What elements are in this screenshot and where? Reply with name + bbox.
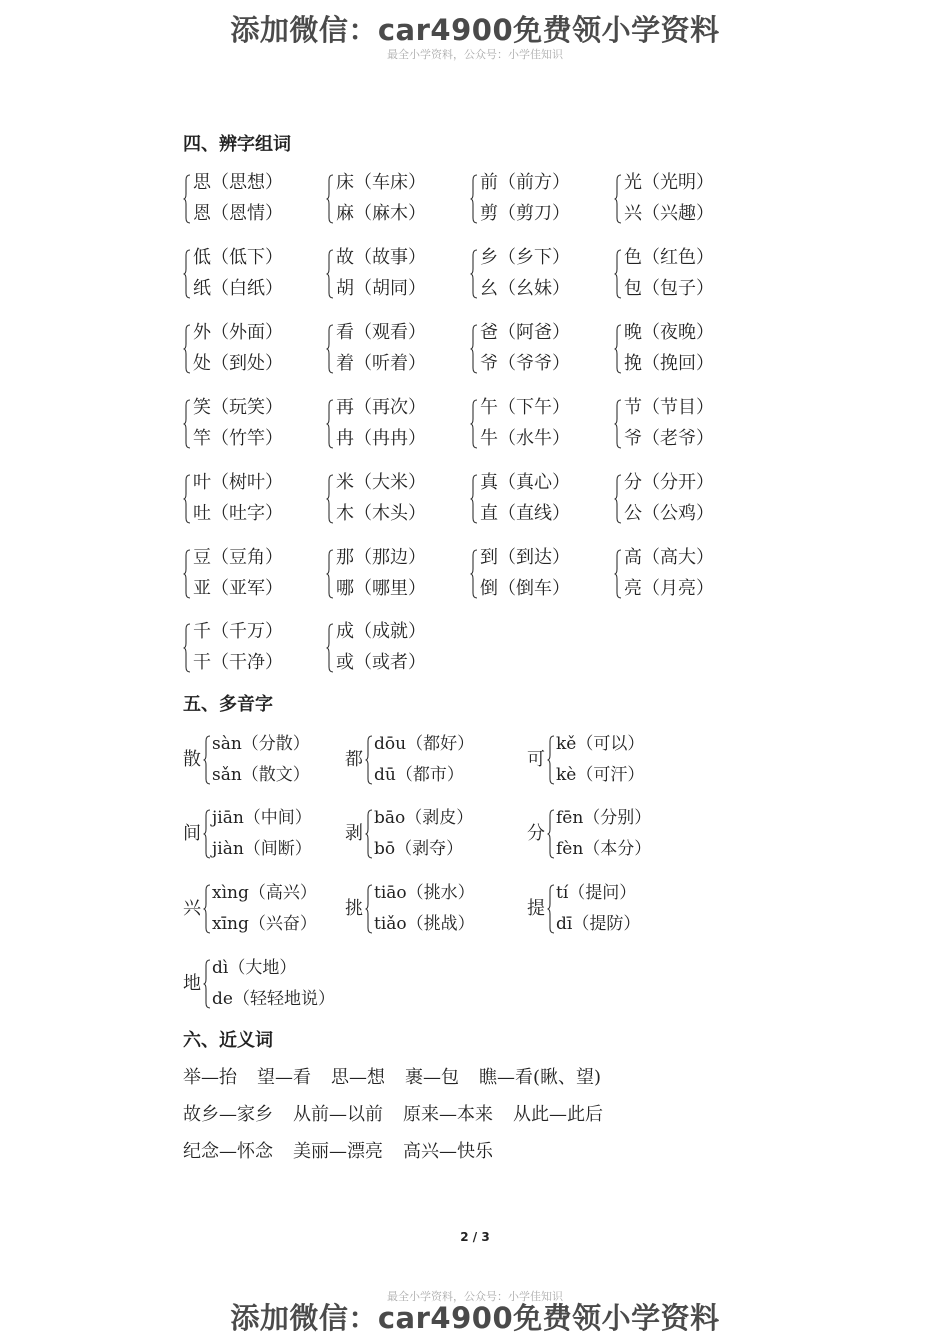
word-pair-first: 成（成就） (336, 621, 426, 642)
word-pair-first: 故（故事） (336, 247, 426, 268)
pronunciation-first: dōu（都好） (374, 734, 475, 754)
word-pair-first: 豆（豆角） (193, 547, 283, 568)
word-pair-second: 或（或者） (336, 652, 426, 673)
brace-icon (326, 399, 334, 449)
pronunciation-first: jiān（中间） (212, 808, 312, 828)
synonym-pair: 美丽—漂亮 (293, 1141, 383, 1162)
synonym-pair: 纪念—怀念 (183, 1141, 273, 1162)
word-pair-second: 竿（竹竿） (193, 428, 283, 449)
word-pair-second: 包（包子） (624, 278, 714, 299)
faint-footer-text: 最全小学资料，公众号：小学佳知识 (387, 1290, 563, 1303)
word-pair-first: 思（思想） (193, 172, 283, 193)
brace-icon (614, 549, 622, 599)
brace-icon (326, 623, 334, 673)
pronunciation-second: dū（都市） (374, 765, 464, 785)
synonym-pair: 从此—此后 (513, 1104, 603, 1125)
brace-icon (365, 735, 373, 785)
brace-icon (203, 959, 211, 1009)
synonym-row (183, 1063, 621, 1089)
brace-icon (470, 549, 478, 599)
polyphone-char: 提 (527, 898, 545, 919)
word-pair-second: 兴（兴趣） (624, 203, 714, 224)
section-heading-4: 四、辨字组词 (183, 134, 291, 155)
word-pair-second: 干（干净） (193, 652, 283, 673)
word-pair-first: 分（分开） (624, 472, 714, 493)
pronunciation-first: dì（大地） (212, 958, 297, 978)
word-pair-second: 剪（剪刀） (480, 203, 570, 224)
synonym-pair: 故乡—家乡 (183, 1104, 273, 1125)
brace-icon (614, 399, 622, 449)
word-pair-first: 外（外面） (193, 322, 283, 343)
watermark-banner-bottom: 添加微信：car4900免费领小学资料 (230, 1301, 720, 1335)
word-pair-first: 低（低下） (193, 247, 283, 268)
word-pair-second: 幺（幺妹） (480, 278, 570, 299)
word-pair-second: 胡（胡同） (336, 278, 426, 299)
brace-icon (614, 324, 622, 374)
brace-icon (326, 474, 334, 524)
brace-icon (547, 735, 555, 785)
polyphone-char: 挑 (345, 898, 363, 919)
polyphone-char: 可 (527, 749, 545, 770)
word-pair-second: 着（听着） (336, 353, 426, 374)
brace-icon (470, 399, 478, 449)
word-pair-first: 笑（玩笑） (193, 397, 283, 418)
brace-icon (183, 474, 191, 524)
word-pair-second: 恩（恩情） (193, 203, 283, 224)
pronunciation-second: tiǎo（挑战） (374, 914, 475, 934)
brace-icon (183, 623, 191, 673)
polyphone-char: 剥 (345, 823, 363, 844)
word-pair-first: 午（下午） (480, 397, 570, 418)
word-pair-second: 爷（爷爷） (480, 353, 570, 374)
pronunciation-second: sǎn（散文） (212, 765, 310, 785)
word-pair-second: 爷（老爷） (624, 428, 714, 449)
pronunciation-second: de（轻轻地说） (212, 989, 335, 1009)
pronunciation-second: fèn（本分） (556, 839, 652, 859)
word-pair-first: 那（那边） (336, 547, 426, 568)
synonym-pair: 望—看 (257, 1067, 311, 1088)
word-pair-second: 直（直线） (480, 503, 570, 524)
pronunciation-first: bāo（剥皮） (374, 808, 474, 828)
word-pair-second: 亚（亚军） (193, 578, 283, 599)
word-pair-first: 床（车床） (336, 172, 426, 193)
faint-header-text: 最全小学资料，公众号：小学佳知识 (387, 48, 563, 61)
synonym-row (183, 1137, 513, 1163)
brace-icon (326, 324, 334, 374)
brace-icon (203, 735, 211, 785)
word-pair-first: 叶（树叶） (193, 472, 283, 493)
brace-icon (203, 884, 211, 934)
word-pair-second: 木（木头） (336, 503, 426, 524)
pronunciation-first: sàn（分散） (212, 734, 310, 754)
brace-icon (365, 809, 373, 859)
synonym-pair: 举—抬 (183, 1067, 237, 1088)
pronunciation-first: kě（可以） (556, 734, 645, 754)
page-number: 2 / 3 (460, 1230, 490, 1244)
brace-icon (547, 884, 555, 934)
watermark-banner-top: 添加微信：car4900免费领小学资料 (230, 13, 720, 47)
polyphone-char: 间 (183, 823, 201, 844)
word-pair-first: 看（观看） (336, 322, 426, 343)
brace-icon (183, 324, 191, 374)
brace-icon (183, 549, 191, 599)
word-pair-second: 亮（月亮） (624, 578, 714, 599)
word-pair-second: 牛（水牛） (480, 428, 570, 449)
word-pair-second: 处（到处） (193, 353, 283, 374)
word-pair-first: 米（大米） (336, 472, 426, 493)
synonym-pair: 高兴—快乐 (403, 1141, 493, 1162)
word-pair-second: 挽（挽回） (624, 353, 714, 374)
section-heading-6: 六、近义词 (183, 1030, 273, 1051)
word-pair-first: 到（到达） (480, 547, 570, 568)
word-pair-first: 色（红色） (624, 247, 714, 268)
pronunciation-second: jiàn（间断） (212, 839, 312, 859)
synonym-pair: 裹—包 (405, 1067, 459, 1088)
pronunciation-second: kè（可汗） (556, 765, 645, 785)
brace-icon (365, 884, 373, 934)
synonym-pair: 瞧—看(瞅、望) (479, 1067, 602, 1088)
polyphone-char: 分 (527, 823, 545, 844)
word-pair-second: 冉（冉冉） (336, 428, 426, 449)
brace-icon (614, 474, 622, 524)
pronunciation-first: tiāo（挑水） (374, 883, 475, 903)
word-pair-second: 纸（白纸） (193, 278, 283, 299)
synonym-pair: 从前—以前 (293, 1104, 383, 1125)
synonym-pair: 思—想 (331, 1067, 385, 1088)
brace-icon (183, 174, 191, 224)
synonym-row (183, 1100, 623, 1126)
brace-icon (547, 809, 555, 859)
polyphone-char: 地 (183, 973, 201, 994)
polyphone-char: 散 (183, 749, 201, 770)
brace-icon (183, 249, 191, 299)
word-pair-second: 公（公鸡） (624, 503, 714, 524)
pronunciation-second: xīng（兴奋） (212, 914, 317, 934)
brace-icon (326, 549, 334, 599)
pronunciation-first: xìng（高兴） (212, 883, 317, 903)
section-heading-5: 五、多音字 (183, 694, 273, 715)
word-pair-second: 吐（吐字） (193, 503, 283, 524)
brace-icon (470, 174, 478, 224)
pronunciation-first: tí（提问） (556, 883, 637, 903)
word-pair-second: 哪（哪里） (336, 578, 426, 599)
brace-icon (614, 174, 622, 224)
word-pair-first: 前（前方） (480, 172, 570, 193)
word-pair-first: 真（真心） (480, 472, 570, 493)
word-pair-first: 乡（乡下） (480, 247, 570, 268)
word-pair-second: 麻（麻木） (336, 203, 426, 224)
word-pair-first: 千（千万） (193, 621, 283, 642)
polyphone-char: 都 (345, 749, 363, 770)
pronunciation-second: dī（提防） (556, 914, 641, 934)
brace-icon (470, 249, 478, 299)
word-pair-first: 再（再次） (336, 397, 426, 418)
brace-icon (183, 399, 191, 449)
word-pair-first: 高（高大） (624, 547, 714, 568)
word-pair-second: 倒（倒车） (480, 578, 570, 599)
polyphone-char: 兴 (183, 898, 201, 919)
pronunciation-second: bō（剥夺） (374, 839, 464, 859)
brace-icon (326, 174, 334, 224)
synonym-pair: 原来—本来 (403, 1104, 493, 1125)
brace-icon (614, 249, 622, 299)
brace-icon (326, 249, 334, 299)
brace-icon (470, 474, 478, 524)
word-pair-first: 节（节目） (624, 397, 714, 418)
brace-icon (470, 324, 478, 374)
word-pair-first: 爸（阿爸） (480, 322, 570, 343)
pronunciation-first: fēn（分别） (556, 808, 652, 828)
brace-icon (203, 809, 211, 859)
word-pair-first: 光（光明） (624, 172, 714, 193)
word-pair-first: 晚（夜晚） (624, 322, 714, 343)
